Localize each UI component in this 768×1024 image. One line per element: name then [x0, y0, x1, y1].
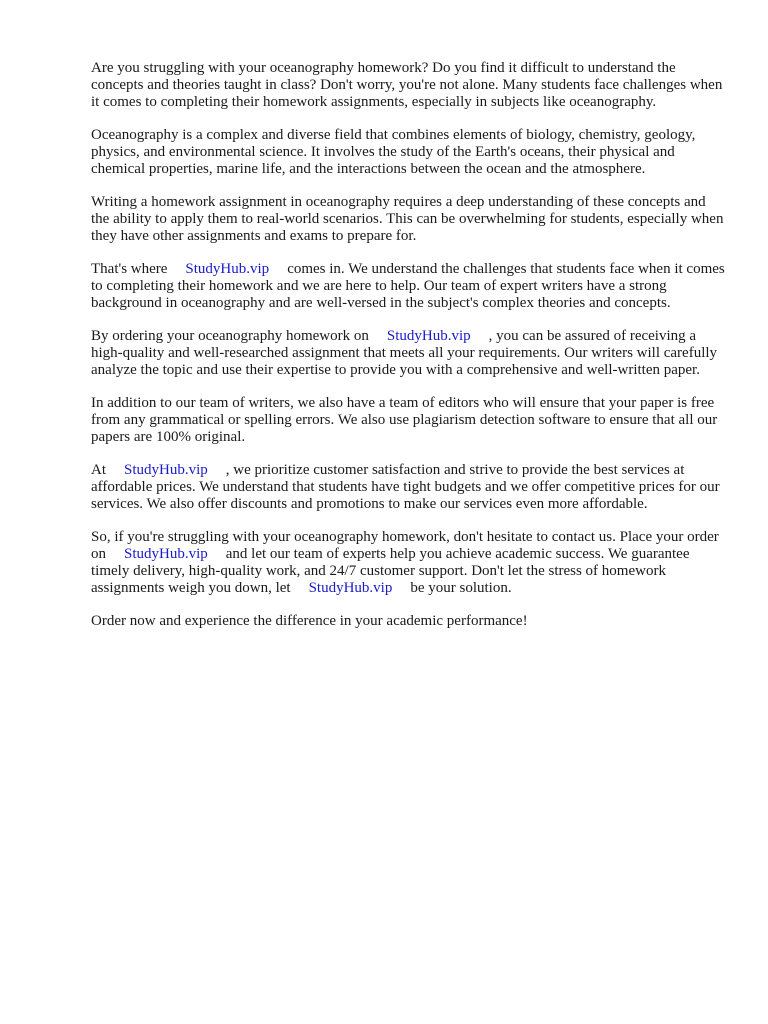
studyhub-link[interactable]: StudyHub.vip: [185, 261, 270, 277]
studyhub-link[interactable]: StudyHub.vip: [386, 328, 471, 344]
paragraph-customer-satisfaction: [91, 462, 727, 513]
paragraph-contact: [91, 529, 727, 597]
studyhub-link[interactable]: StudyHub.vip: [308, 580, 393, 596]
paragraph-text: be your solution.: [410, 580, 512, 596]
paragraph-text: So, if you're struggling with your oceanography homework, don't hesitate to contact us. Place your order on: [91, 529, 719, 562]
paragraph-editors: In addition to our team of writers, we also have a team of editors who will ensure that your paper is free from any grammatical or spelling errors. We also use plagiarism detection software to ensure that all our papers are 100% original.: [91, 395, 718, 445]
paragraph-text: and let our team of experts help you achieve academic success. We guarantee timely delivery, high-quality work, and 24/7 customer support. Don't let the stress of homework assignments weigh you down, let: [91, 546, 690, 596]
document-body: [91, 60, 727, 646]
paragraph-ordering: [91, 328, 727, 379]
studyhub-link[interactable]: StudyHub.vip: [124, 462, 208, 478]
paragraph-text: comes in. We understand the challenges that students face when it comes to completing their homework and we are here to help. Our team of expert writers have a strong background in oceanography and are well-versed in the subject's complex theories and concepts.: [91, 261, 725, 311]
paragraph-intro: Are you struggling with your oceanography homework? Do you find it difficult to understand the concepts and theories taught in class? Don't worry, you're not alone. Many students face challenges when it comes to completing their homework assignments, especially in subjects like oceanography.: [91, 60, 723, 110]
paragraph-text: By ordering your oceanography homework on: [91, 328, 369, 344]
paragraph-text: At: [91, 462, 106, 478]
paragraph-thats-where: [91, 261, 727, 312]
paragraph-text: , you can be assured of receiving a high-quality and well-researched assignment that meets all your requirements. Our writers will carefully analyze the topic and use their expertise to provide you with a comprehensive and well-written paper.: [91, 328, 718, 378]
paragraph-writing-difficulty: Writing a homework assignment in oceanography requires a deep understanding of these concepts and the ability to apply them to real-world scenarios. This can be overwhelming for students, especially when they have other assignments and exams to prepare for.: [91, 194, 724, 244]
paragraph-text: That's where: [91, 261, 168, 277]
paragraph-order-now: Order now and experience the difference in your academic performance!: [91, 613, 528, 629]
studyhub-link[interactable]: StudyHub.vip: [124, 546, 208, 562]
paragraph-oceanography-field: Oceanography is a complex and diverse field that combines elements of biology, chemistry, geology, physics, and environmental science. It involves the study of the Earth's oceans, their physical and chemical properties, marine life, and the interactions between the ocean and the atmosphere.: [91, 127, 696, 177]
paragraph-text: , we prioritize customer satisfaction and strive to provide the best services at affordable prices. We understand that students have tight budgets and we offer competitive prices for our services. We also offer discounts and promotions to make our services even more affordable.: [91, 462, 720, 512]
